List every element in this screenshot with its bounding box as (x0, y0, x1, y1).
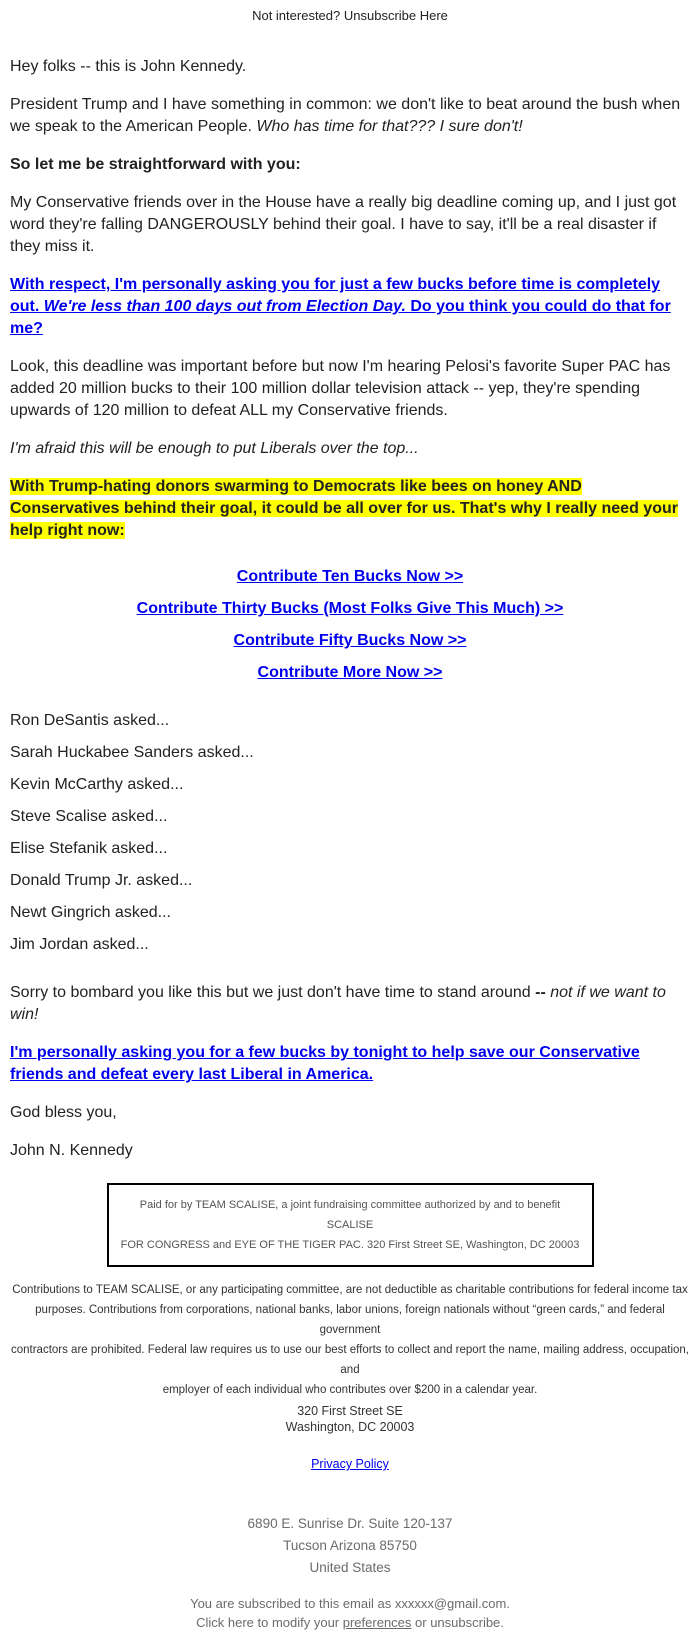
intro-paragraph: President Trump and I have something in common: we don't like to beat around the bush when we speak to the American People. Who has time for that??? I sure don't! (10, 96, 681, 135)
tucson-address-line: Tucson Arizona 85750 (283, 1538, 417, 1553)
modify-preferences-line: Click here to modify your preferences or unsubscribe. (196, 1615, 504, 1630)
asked-line: Donald Trump Jr. asked... (10, 872, 193, 889)
contribute-links-block (10, 566, 690, 684)
asked-list (10, 710, 690, 956)
unsubscribe-header: Not interested? Unsubscribe Here (252, 8, 448, 23)
dc-address-line: 320 First Street SE (297, 1404, 403, 1418)
contribute-ten-link[interactable]: Contribute Ten Bucks Now >> (236, 568, 464, 585)
contribute-more-link[interactable]: Contribute More Now >> (257, 664, 443, 681)
fine-print-line: contractors are prohibited. Federal law requires us to use our best efforts to collect and report the name, mailing address, occupation, and (10, 1344, 689, 1376)
fine-print-line: purposes. Contributions from corporations, national banks, labor unions, foreign nationals without “green cards,” and federal government (35, 1304, 665, 1336)
unsubscribe-here-link[interactable]: Unsubscribe Here (343, 8, 448, 23)
asked-line: Jim Jordan asked... (10, 936, 149, 953)
contribute-thirty-link[interactable]: Contribute Thirty Bucks (Most Folks Give This Much) >> (136, 600, 564, 617)
asked-line: Ron DeSantis asked... (10, 712, 170, 729)
fine-print-line: Contributions to TEAM SCALISE, or any participating committee, are not deductible as charitable contributions for federal income tax (12, 1284, 688, 1296)
dc-address (10, 1404, 690, 1435)
asked-line: Elise Stefanik asked... (10, 840, 168, 857)
straightforward-paragraph: So let me be straightforward with you: (10, 156, 301, 173)
dc-address-line: Washington, DC 20003 (285, 1419, 415, 1434)
privacy-policy-link[interactable]: Privacy Policy (311, 1457, 389, 1471)
tonight-ask-link[interactable]: I'm personally asking you for a few bucks by tonight to help save our Conservative friends and defeat every last Liberal in America. (10, 1044, 640, 1083)
afraid-paragraph: I'm afraid this will be enough to put Liberals over the top... (10, 440, 419, 457)
fine-print-line: employer of each individual who contributes over $200 in a calendar year. (162, 1384, 538, 1396)
god-bless-line: God bless you, (10, 1104, 117, 1121)
sorry-paragraph: Sorry to bombard you like this but we just don't have time to stand around -- not if we want to win! (10, 984, 666, 1023)
preferences-link[interactable]: preferences (342, 1615, 412, 1630)
paid-for-disclaimer-box (107, 1183, 594, 1267)
tucson-address (10, 1513, 690, 1579)
paid-for-line: Paid for by TEAM SCALISE, a joint fundraising committee authorized by and to benefit SCALISE (139, 1199, 561, 1231)
signature-line: John N. Kennedy (10, 1142, 133, 1159)
tucson-address-line: United States (309, 1560, 391, 1575)
contribute-fifty-link[interactable]: Contribute Fifty Bucks Now >> (233, 632, 467, 649)
tucson-address-line: 6890 E. Sunrise Dr. Suite 120-137 (247, 1516, 453, 1531)
pelosi-paragraph: Look, this deadline was important before but now I'm hearing Pelosi's favorite Super PAC has added 20 million bucks to their 100 million dollar television attack -- yep, they're spending upwards of 120 million to defeat ALL my Conservative friends. (10, 358, 671, 419)
subscribed-as-line: You are subscribed to this email as xxxxxx@gmail.com. (190, 1596, 510, 1611)
highlight-paragraph (10, 476, 690, 542)
ask-few-bucks-link[interactable]: With respect, I'm personally asking you for just a few bucks before time is completely out. We're less than 100 days out from Election Day. Do you think you could do that for me? (10, 276, 671, 337)
contributions-fine-print (10, 1280, 690, 1400)
asked-line: Steve Scalise asked... (10, 808, 168, 825)
asked-line: Sarah Huckabee Sanders asked... (10, 744, 254, 761)
greeting-paragraph: Hey folks -- this is John Kennedy. (10, 58, 247, 75)
subscription-footer (10, 1594, 690, 1632)
deadline-paragraph: My Conservative friends over in the House have a really big deadline coming up, and I just got word they're falling DANGEROUSLY behind their goal. I have to say, it'll be a real disaster if they miss it. (10, 194, 677, 255)
asked-line: Newt Gingrich asked... (10, 904, 171, 921)
paid-for-line: FOR CONGRESS and EYE OF THE TIGER PAC. 320 First Street SE, Washington, DC 20003 (120, 1239, 580, 1251)
highlighted-text: With Trump-hating donors swarming to Democrats like bees on honey AND Conservatives behind their goal, it could be all over for us. That's why I really need your help right now: (10, 478, 678, 539)
asked-line: Kevin McCarthy asked... (10, 776, 184, 793)
